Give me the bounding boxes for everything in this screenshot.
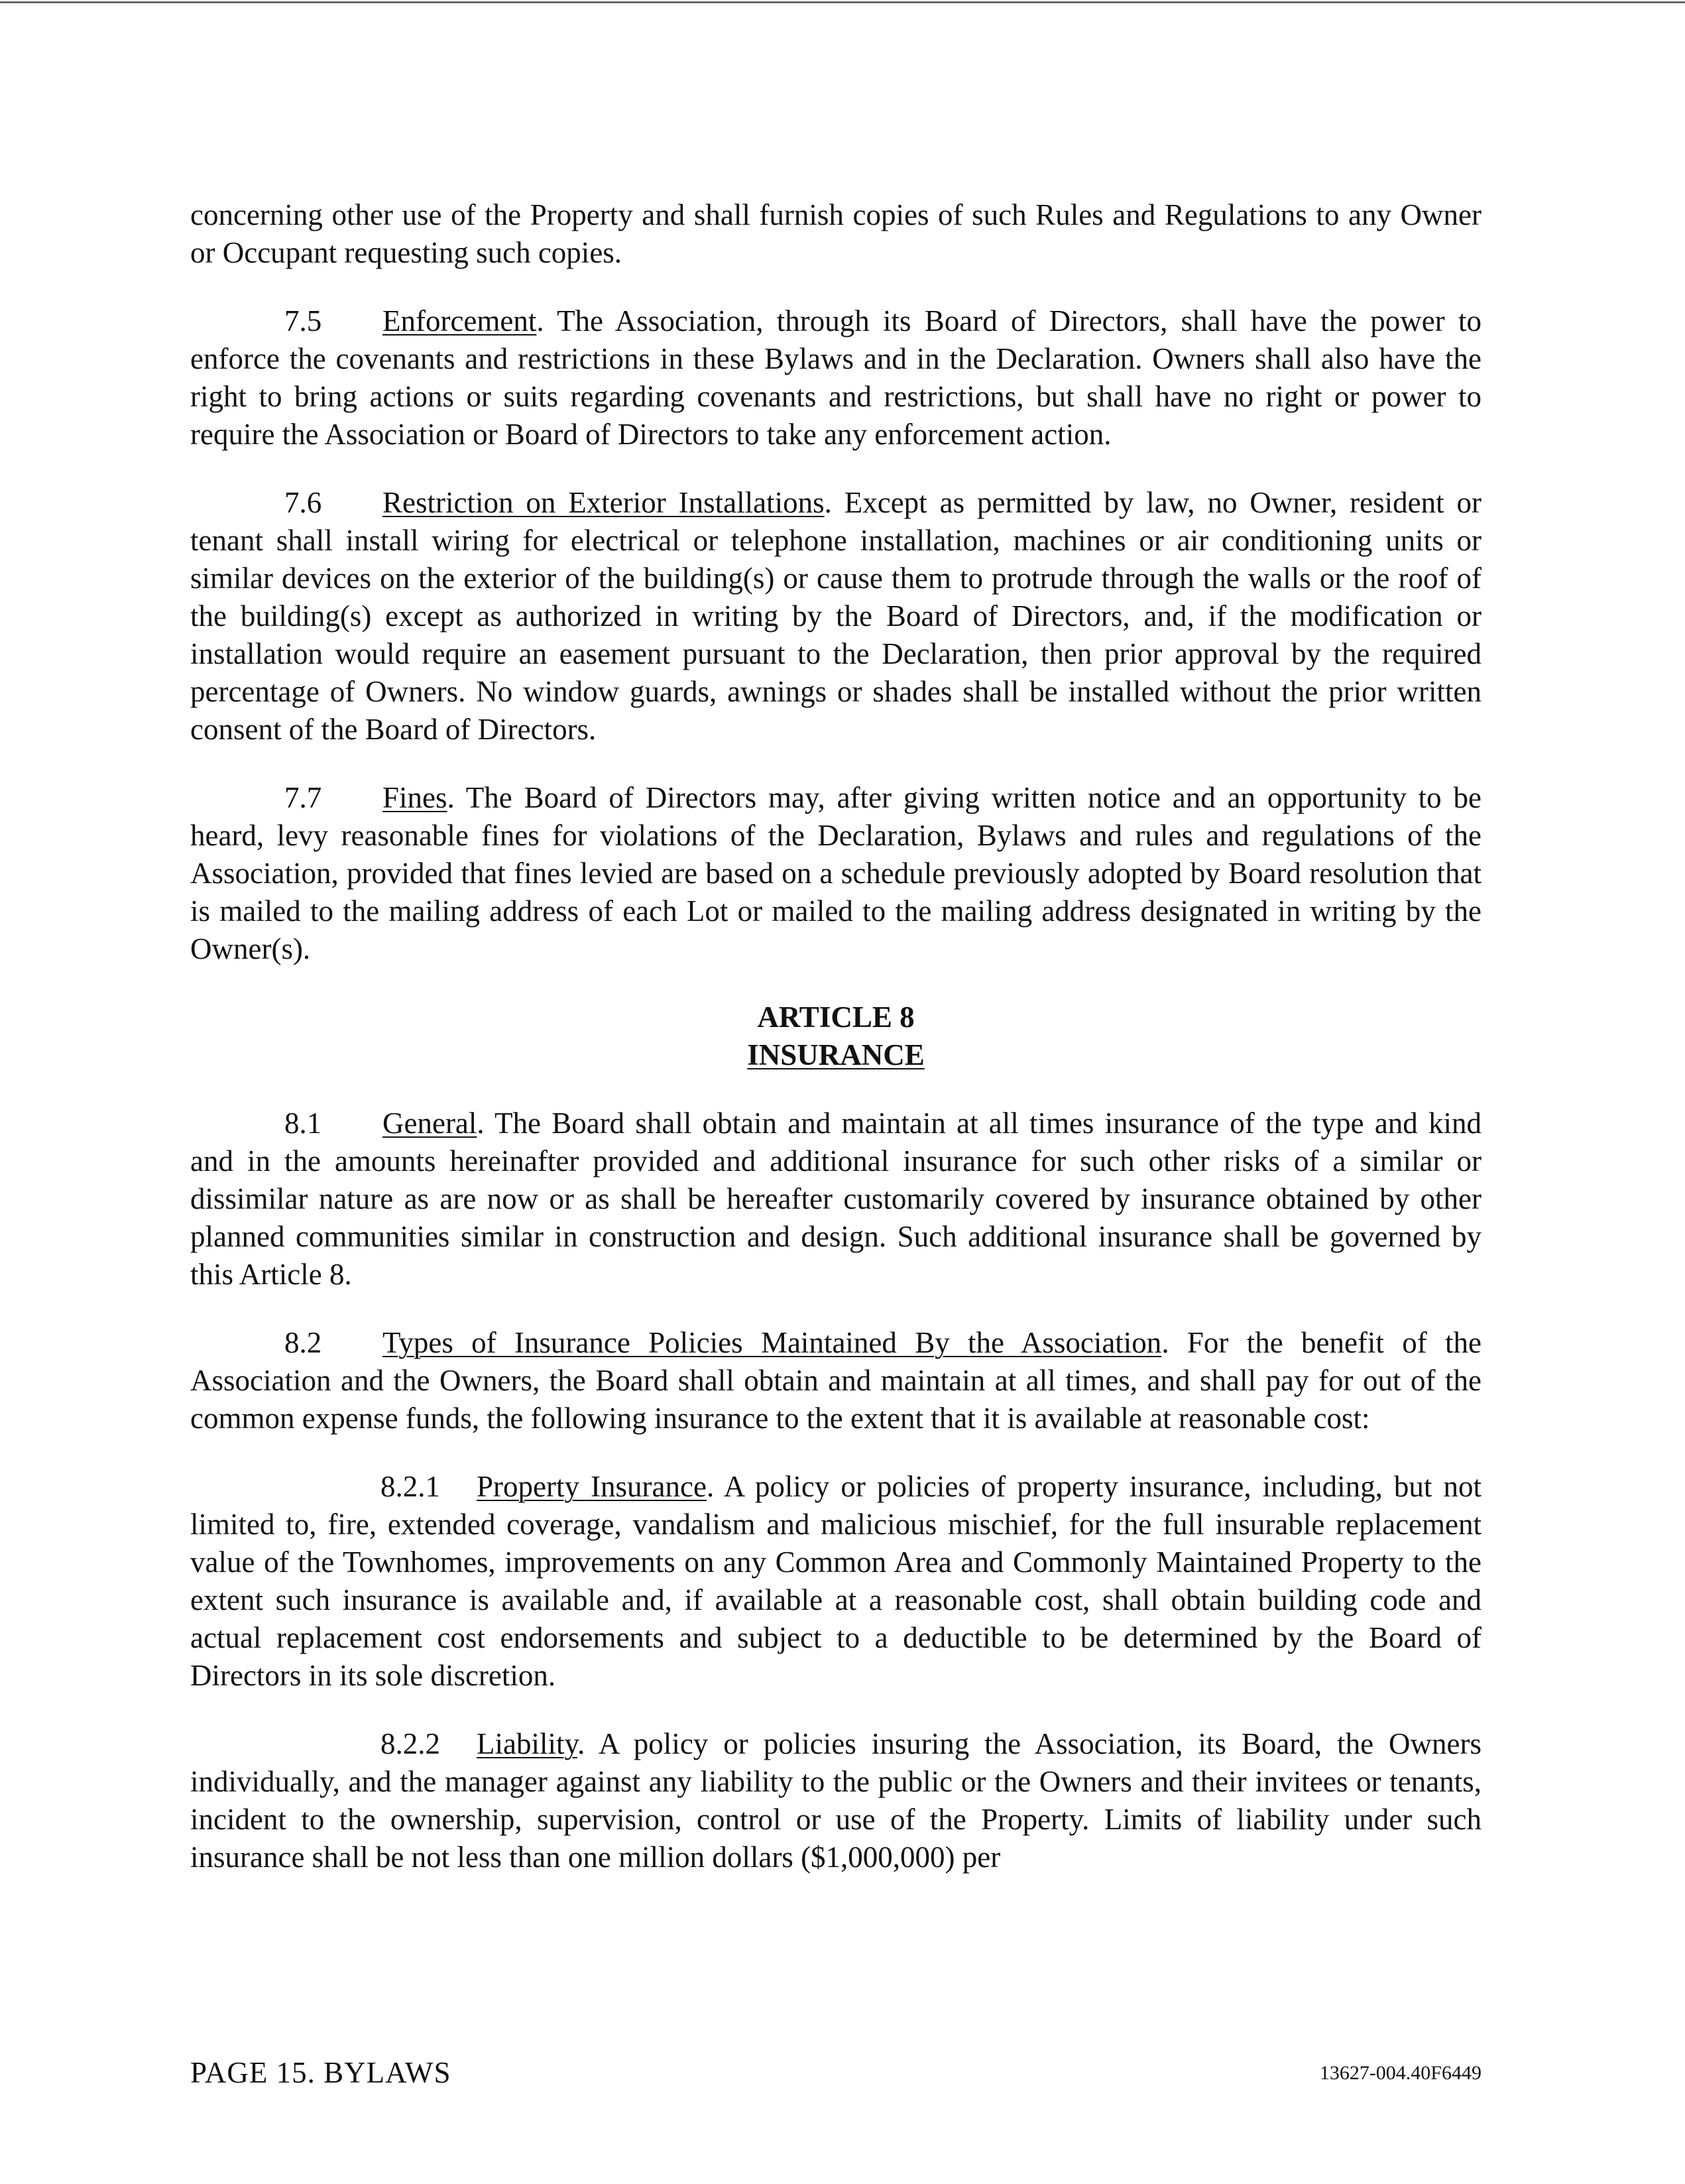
section-8-2 bbox=[190, 1324, 1482, 1437]
section-title: Types of Insurance Policies Maintained By the Association bbox=[382, 1326, 1162, 1359]
section-title: Liability bbox=[477, 1727, 578, 1760]
section-number: 7.7 bbox=[284, 781, 322, 814]
footer-document-id: 13627-004.40F6449 bbox=[1319, 2062, 1482, 2084]
section-title: Fines bbox=[382, 781, 447, 814]
section-number: 8.2 bbox=[284, 1326, 322, 1359]
section-text: . The Association, through its Board of Directors, shall have the power to enforce the covenants and restrictions in these Bylaws and in the Declaration. Owners shall also have the right to bring actions or suits regarding covenants and restrictions, but shall have no right or power to require the Association or Board of Directors to take any enforcement action. bbox=[190, 304, 1482, 451]
section-title: Enforcement bbox=[382, 304, 537, 337]
section-8-2-1 bbox=[190, 1468, 1482, 1695]
document-body bbox=[190, 196, 1482, 1876]
section-text: . The Board of Directors may, after giving written notice and an opportunity to be heard, levy reasonable fines for violations of the Declaration, Bylaws and rules and regulations of the Association, provided that fines levied are based on a schedule previously adopted by Board resolution that is mailed to the mailing address of each Lot or mailed to the mailing address designated in writing by the Owner(s). bbox=[190, 781, 1482, 965]
top-border-line bbox=[0, 1, 1685, 3]
section-number: 8.2.2 bbox=[380, 1727, 440, 1760]
section-8-2-2 bbox=[190, 1725, 1482, 1876]
section-number: 8.2.1 bbox=[380, 1470, 440, 1503]
section-number: 7.5 bbox=[284, 304, 322, 337]
section-number: 8.1 bbox=[284, 1107, 322, 1140]
section-7-5 bbox=[190, 302, 1482, 454]
section-7-6 bbox=[190, 484, 1482, 749]
article-title: INSURANCE bbox=[747, 1038, 925, 1071]
footer-page-label: PAGE 15. BYLAWS bbox=[190, 2056, 451, 2089]
section-8-1 bbox=[190, 1105, 1482, 1294]
section-text: . Except as permitted by law, no Owner, resident or tenant shall install wiring for electrical or telephone installation, machines or air conditioning units or similar devices on the exterior of the building(s) or cause them to protrude through the walls or the roof of the building(s) except as authorized in writing by the Board of Directors, and, if the modification or installation would require an easement pursuant to the Declaration, then prior approval by the required percentage of Owners. No window guards, awnings or shades shall be installed without the prior written consent of the Board of Directors. bbox=[190, 486, 1482, 746]
section-title: General bbox=[382, 1107, 477, 1140]
section-text: . For the benefit of the Association and the Owners, the Board shall obtain and maintain at all times, and shall pay for out of the common expense funds, the following insurance to the extent that it is available at reasonable cost: bbox=[190, 1326, 1482, 1435]
section-number: 7.6 bbox=[284, 486, 322, 519]
continuation-paragraph: concerning other use of the Property and shall furnish copies of such Rules and Regulations to any Owner or Occupant requesting such copies. bbox=[190, 198, 1482, 269]
page-footer bbox=[190, 2055, 1482, 2095]
section-7-7 bbox=[190, 779, 1482, 968]
section-title: Property Insurance bbox=[477, 1470, 707, 1503]
section-title: Restriction on Exterior Installations bbox=[382, 486, 825, 519]
article-label: ARTICLE 8 bbox=[757, 1001, 915, 1034]
section-text: . A policy or policies of property insurance, including, but not limited to, fire, extended coverage, vandalism and malicious mischief, for the full insurable replacement value of the Townhomes, improvements on any Common Area and Commonly Maintained Property to the extent such insurance is available and, if available at a reasonable cost, shall obtain building code and actual replacement cost endorsements and subject to a deductible to be determined by the Board of Directors in its sole discretion. bbox=[190, 1470, 1482, 1692]
section-text: . A policy or policies insuring the Association, its Board, the Owners individually, and the manager against any liability to the public or the Owners and their invitees or tenants, incident to the ownership, supervision, control or use of the Property. Limits of liability under such insurance shall be not less than one million dollars ($1,000,000) per bbox=[190, 1727, 1482, 1874]
section-text: . The Board shall obtain and maintain at all times insurance of the type and kind and in the amounts hereinafter provided and additional insurance for such other risks of a similar or dissimilar nature as are now or as shall be hereafter customarily covered by insurance obtained by other planned communities similar in construction and design. Such additional insurance shall be governed by this Article 8. bbox=[190, 1107, 1482, 1291]
